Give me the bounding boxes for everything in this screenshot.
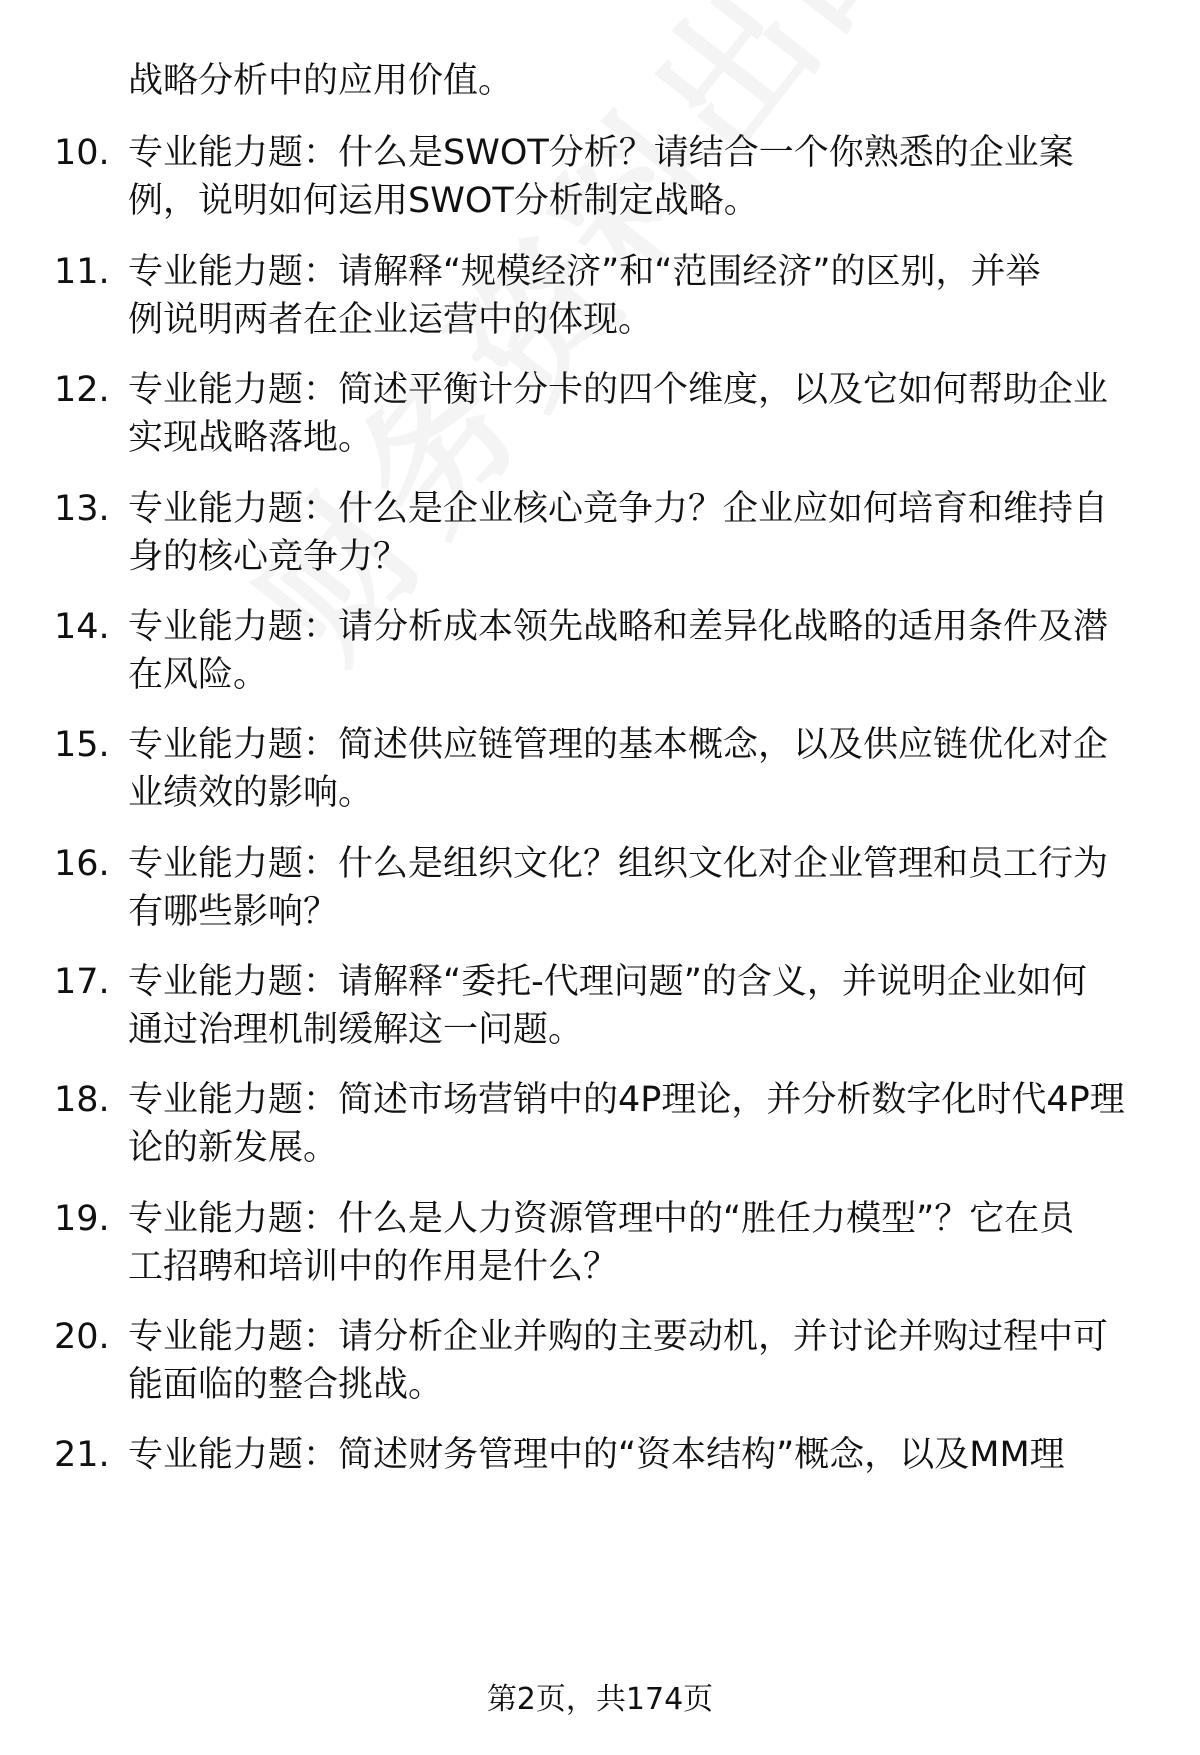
question-text-line2: 例，说明如何运用SWOT分析制定战略。 — [128, 181, 759, 221]
question-text-line1: 专业能力题：简述财务管理中的“资本结构”概念，以及MM理 — [128, 1435, 1065, 1475]
question-text-line1: 专业能力题：什么是SWOT分析？请结合一个你熟悉的企业案 — [128, 133, 1074, 173]
question-number: 13. — [54, 489, 110, 529]
question-item-11 — [0, 249, 1200, 349]
question-number: 20. — [54, 1317, 110, 1357]
question-text-line1: 专业能力题：请解释“委托-代理问题”的含义，并说明企业如何 — [128, 962, 1087, 1002]
question-text-line2: 在风险。 — [128, 655, 269, 695]
page-footer: 第2页，共174页 — [486, 1682, 714, 1717]
question-text-line2: 业绩效的影响。 — [128, 773, 374, 813]
question-text-line1: 专业能力题：请分析企业并购的主要动机，并讨论并购过程中可 — [128, 1317, 1109, 1357]
question-item-16 — [0, 841, 1200, 941]
question-item-17 — [0, 959, 1200, 1059]
question-text-line2: 有哪些影响？ — [128, 892, 339, 932]
question-text-line1: 专业能力题：请分析成本领先战略和差异化战略的适用条件及潜 — [128, 607, 1109, 647]
question-number: 21. — [54, 1435, 110, 1475]
question-number: 17. — [54, 962, 110, 1002]
question-text-line1: 专业能力题：什么是企业核心竞争力？企业应如何培育和维持自 — [128, 489, 1109, 529]
question-number: 11. — [54, 252, 110, 292]
question-number: 16. — [54, 844, 110, 884]
question-text-line2: 工招聘和培训中的作用是什么？ — [128, 1247, 619, 1287]
question-text-line1: 专业能力题：什么是组织文化？组织文化对企业管理和员工行为 — [128, 844, 1109, 884]
question-number: 15. — [54, 725, 110, 765]
question-item-14 — [0, 604, 1200, 704]
question-text-line2: 例说明两者在企业运营中的体现。 — [128, 300, 654, 340]
question-item-13 — [0, 486, 1200, 586]
question-item-15 — [0, 722, 1200, 822]
question-text-line1: 专业能力题：什么是人力资源管理中的“胜任力模型”？它在员 — [128, 1199, 1075, 1239]
question-number: 12. — [54, 370, 110, 410]
question-text-line2: 身的核心竞争力？ — [128, 537, 409, 577]
question-text-line2: 通过治理机制缓解这一问题。 — [128, 1010, 584, 1050]
question-item-12 — [0, 367, 1200, 467]
question-item-18 — [0, 1077, 1200, 1177]
question-number: 10. — [54, 133, 110, 173]
question-item-20 — [0, 1314, 1200, 1414]
question-text-line1: 专业能力题：请解释“规模经济”和“范围经济”的区别，并举 — [128, 252, 1041, 292]
question-item-21 — [0, 1432, 1200, 1532]
question-text-line2: 实现战略落地。 — [128, 418, 374, 458]
question-text-line2: 能面临的整合挑战。 — [128, 1365, 444, 1405]
question-item-19 — [0, 1196, 1200, 1296]
continuation-line: 战略分析中的应用价值。 — [128, 61, 514, 101]
question-number: 14. — [54, 607, 110, 647]
question-text-line2: 论的新发展。 — [128, 1128, 339, 1168]
question-item-10 — [0, 130, 1200, 230]
question-text-line1: 专业能力题：简述市场营销中的4P理论，并分析数字化时代4P理 — [128, 1080, 1125, 1120]
question-text-line1: 专业能力题：简述供应链管理的基本概念，以及供应链优化对企 — [128, 725, 1109, 765]
question-number: 19. — [54, 1199, 110, 1239]
question-number: 18. — [54, 1080, 110, 1120]
question-text-line1: 专业能力题：简述平衡计分卡的四个维度，以及它如何帮助企业 — [128, 370, 1109, 410]
